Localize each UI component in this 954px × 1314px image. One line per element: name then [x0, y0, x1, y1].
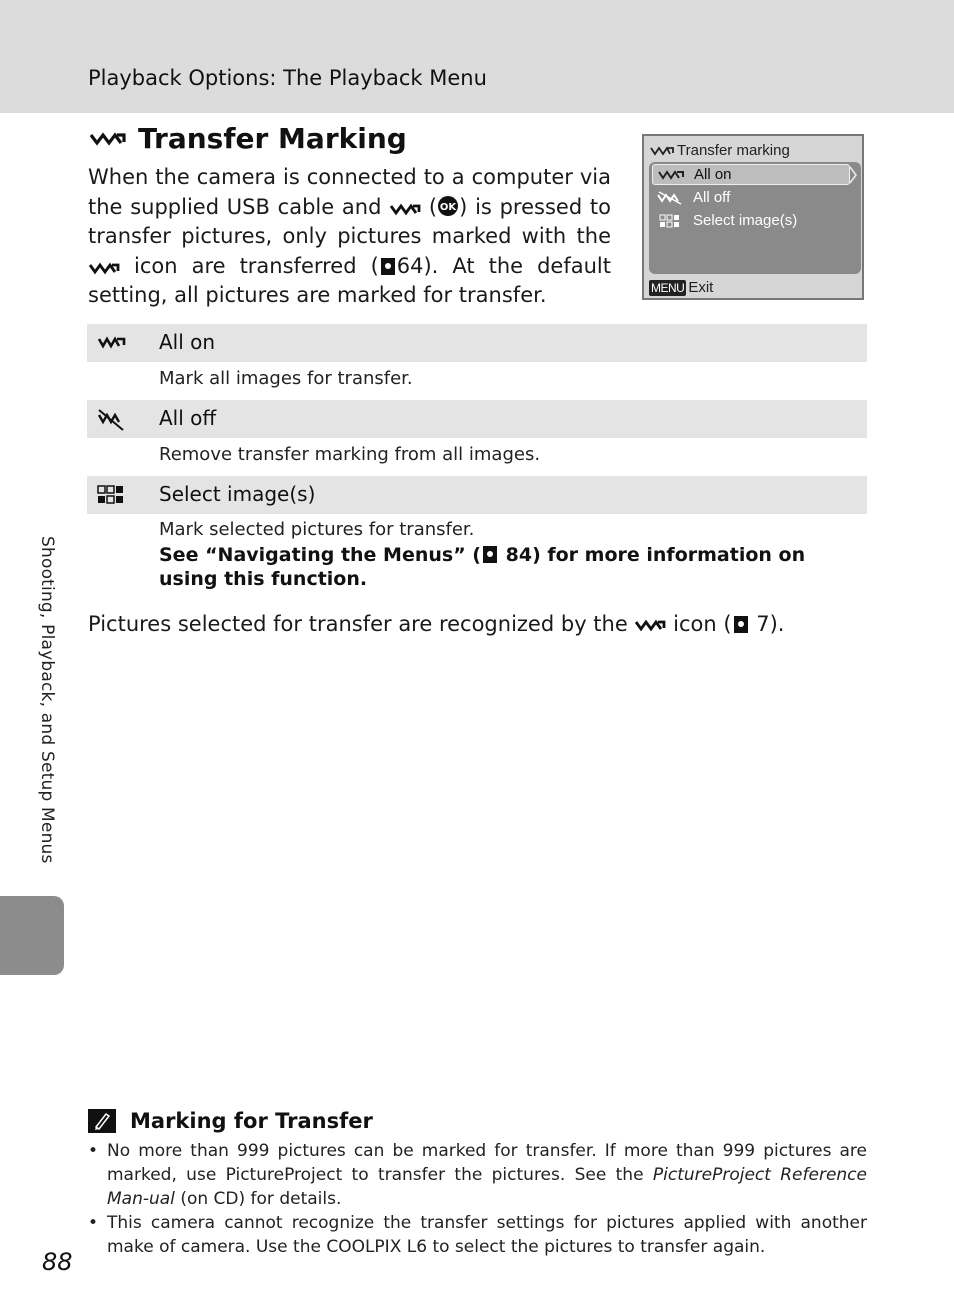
- manual-title: PictureProject Reference Man-ual: [107, 1165, 867, 1209]
- screen-item-label: Select image(s): [693, 212, 798, 229]
- bottom-text-3: 7).: [756, 612, 785, 636]
- page-number: 88: [42, 1248, 73, 1276]
- see-also-note: [159, 543, 864, 591]
- transfer-icon: [88, 260, 120, 276]
- intro-text-4: icon are transferred (: [134, 253, 379, 278]
- transfer-icon: [389, 201, 421, 217]
- screen-title-text: Transfer marking: [677, 142, 790, 159]
- transfer-off-icon: [657, 191, 683, 205]
- option-label: Select image(s): [159, 482, 316, 506]
- bullet-text: This camera cannot recognize the transfer settings for pictures applied with another make of camera. Use the COOLPIX L6 to select the pictures to transfer again.: [107, 1213, 867, 1257]
- bottom-text-1: Pictures selected for transfer are recognized by the: [88, 612, 628, 636]
- chevron-right-icon: [849, 166, 857, 184]
- header-title: Playback Options: The Playback Menu: [88, 66, 487, 90]
- screen-item-all-on: [652, 164, 850, 185]
- screen-title: [650, 142, 790, 159]
- note-bullet: [88, 1211, 867, 1259]
- side-tab-label: Shooting, Playback, and Setup Menus: [37, 536, 57, 864]
- screen-item-label: All on: [694, 166, 732, 183]
- pencil-icon: [88, 1109, 116, 1133]
- transfer-on-icon: [97, 333, 127, 351]
- svg-text:OK: OK: [440, 201, 457, 213]
- page-reference-icon: [381, 258, 395, 275]
- page-reference-icon: [483, 546, 497, 563]
- bullet-text: (on CD) for details.: [180, 1189, 342, 1209]
- transfer-icon: [650, 145, 674, 157]
- option-description: Mark all images for transfer.: [159, 368, 413, 389]
- screen-item-label: All off: [693, 189, 731, 206]
- option-row-all-off: [87, 400, 867, 438]
- note-bullet: [88, 1139, 867, 1211]
- section-title-text: Transfer Marking: [138, 122, 407, 155]
- recognition-note: [88, 612, 784, 636]
- menu-button-icon: MENU: [651, 280, 685, 295]
- select-images-icon: [657, 214, 683, 228]
- page-reference-icon: [734, 616, 748, 633]
- intro-text-2: (: [428, 194, 438, 219]
- screen-item-all-off: [657, 189, 730, 206]
- intro-text-3: ) is pressed to transfer pictures, only pictures marked with the: [88, 194, 611, 248]
- see-also-text-1: See “Navigating the Menus” (: [159, 544, 481, 566]
- intro-text-1: When the camera is connected to a computer via the supplied USB cable and: [88, 165, 611, 219]
- option-row-all-on: [87, 324, 867, 362]
- section-title: [88, 122, 407, 155]
- option-description: Mark selected pictures for transfer.: [159, 519, 475, 540]
- camera-screen: [642, 134, 864, 300]
- option-row-select-images: [87, 476, 867, 514]
- option-description: Remove transfer marking from all images.: [159, 444, 541, 465]
- transfer-on-icon: [658, 168, 684, 182]
- intro-paragraph: [88, 163, 611, 311]
- page-header: [0, 0, 954, 113]
- transfer-icon: [88, 129, 128, 149]
- select-images-icon: [97, 485, 125, 505]
- transfer-off-icon: [97, 409, 127, 431]
- screen-menu-panel: [649, 162, 861, 274]
- intro-text-5: 64). At the default setting, all pictures are marked for transfer.: [88, 253, 611, 307]
- option-label: All on: [159, 330, 216, 354]
- note-heading: [88, 1109, 373, 1133]
- option-label: All off: [159, 406, 217, 430]
- screen-item-select-images: [657, 212, 797, 229]
- ok-button-icon: [437, 195, 459, 217]
- see-also-text-2: 84) for more information on using this function.: [159, 544, 806, 590]
- screen-footer-label: Exit: [688, 279, 714, 296]
- side-tab-marker: [0, 896, 64, 975]
- bullet-text: No more than 999 pictures can be marked for transfer. If more than 999 pictures are marked, use PictureProject to transfer the pictures. See the: [107, 1141, 867, 1185]
- note-bullets: [88, 1139, 867, 1259]
- bottom-text-2: icon (: [673, 612, 732, 636]
- note-title: Marking for Transfer: [130, 1109, 373, 1133]
- screen-footer: [649, 279, 713, 296]
- transfer-icon: [634, 617, 666, 633]
